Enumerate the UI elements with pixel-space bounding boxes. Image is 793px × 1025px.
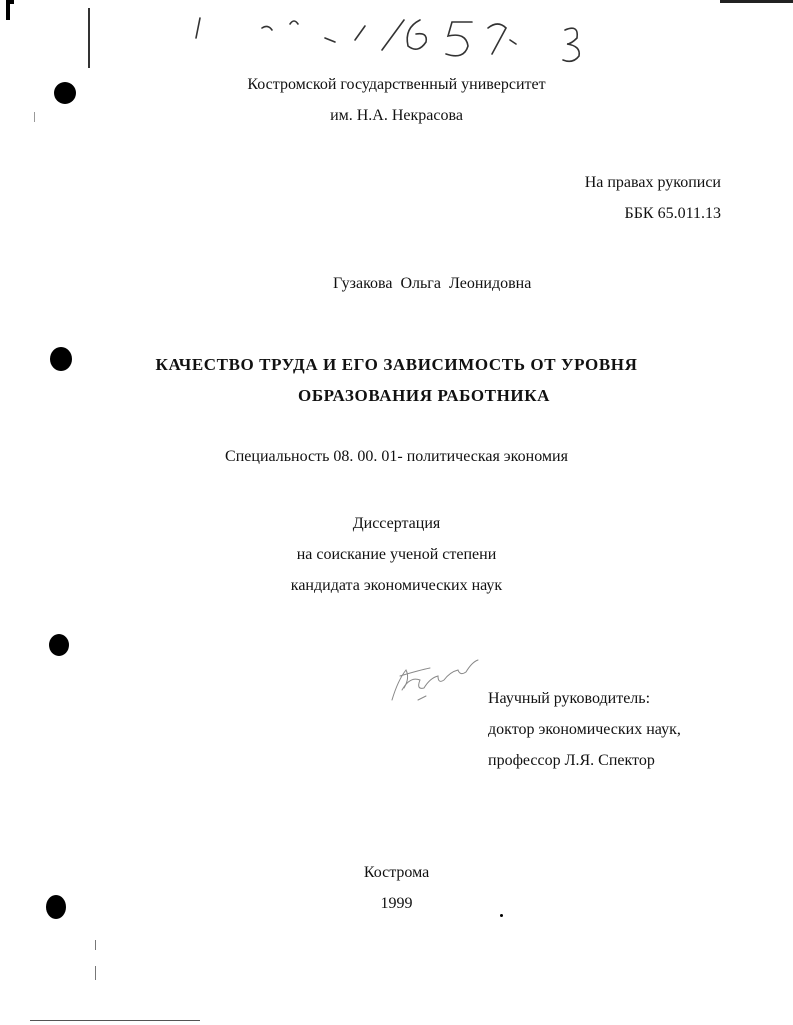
dissertation-title-line-2: ОБРАЗОВАНИЯ РАБОТНИКА — [298, 386, 551, 405]
scan-speck — [34, 112, 35, 122]
scan-speck — [95, 966, 96, 980]
scan-bottom-line — [30, 1020, 200, 1021]
supervisor-label: Научный руководитель: — [488, 690, 651, 707]
degree-name: кандидата экономических наук — [290, 577, 503, 594]
author-name: Гузакова Ольга Леонидовна — [333, 275, 532, 292]
supervisor-name: профессор Л.Я. Спектор — [488, 752, 655, 769]
scan-speck — [95, 940, 96, 950]
year: 1999 — [380, 895, 413, 912]
degree-purpose: на соискание ученой степени — [296, 546, 497, 563]
bbk-code: ББК 65.011.13 — [624, 205, 721, 222]
manuscript-rights-label: На правах рукописи — [584, 174, 721, 191]
specialty: Специальность 08. 00. 01- политическая экономия — [225, 448, 568, 465]
university-name: Костромской государственный университет — [247, 76, 546, 93]
handwritten-number-mark — [0, 0, 793, 120]
dissertation-label: Диссертация — [352, 515, 441, 532]
supervisor-degree: доктор экономических наук, — [488, 721, 681, 738]
scan-speck — [500, 914, 503, 917]
dissertation-title-line-1: КАЧЕСТВО ТРУДА И ЕГО ЗАВИСИМОСТЬ ОТ УРОВНЯ — [155, 355, 638, 374]
city: Кострома — [363, 864, 430, 881]
punch-hole — [49, 634, 69, 656]
university-named-after: им. Н.А. Некрасова — [330, 107, 463, 124]
